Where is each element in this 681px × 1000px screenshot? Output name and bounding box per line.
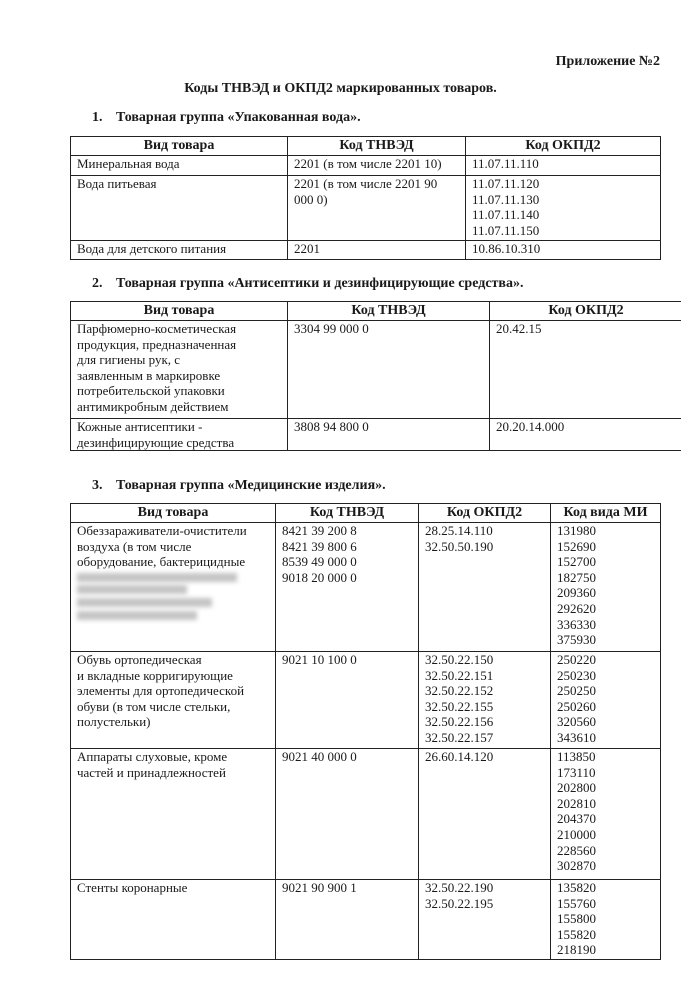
cell-line: 9021 10 100 0 <box>282 652 357 667</box>
cell-line: 2201 <box>294 241 320 256</box>
cell-line: потребительской упаковки <box>77 383 225 399</box>
table-cell <box>551 652 661 749</box>
cell-line: 343610 <box>557 729 596 745</box>
section-heading <box>92 110 361 126</box>
section-title: Товарная группа «Упакованная вода». <box>116 110 361 125</box>
cell-line: 336330 <box>557 616 596 632</box>
column-header: Код ОКПД2 <box>419 504 551 523</box>
cell-line: Вода для детского питания <box>77 241 227 256</box>
table-header-row <box>71 504 661 523</box>
cell-line: 32.50.22.195 <box>425 895 494 911</box>
cell-line: 11.07.11.120 <box>472 176 540 191</box>
cell-line: 20.42.15 <box>496 321 542 336</box>
cell-line: частей и принадлежностей <box>77 764 226 780</box>
cell-line: 32.50.22.156 <box>425 714 494 730</box>
table-cell <box>71 156 288 176</box>
section-heading <box>92 478 386 494</box>
cell-line: Аппараты слуховые, кроме <box>77 749 228 764</box>
section-title: Товарная группа «Медицинские изделия». <box>116 478 386 493</box>
cell-line: 11.07.11.150 <box>472 222 540 238</box>
cell-line: продукция, предназначенная <box>77 336 237 352</box>
cell-line: 250260 <box>557 698 596 714</box>
section-number: 1. <box>92 110 103 125</box>
column-header: Код ОКПД2 <box>490 302 681 321</box>
table-cell <box>276 880 419 960</box>
cell-line: 250230 <box>557 667 596 683</box>
cell-line: 202800 <box>557 780 596 796</box>
table-cell <box>71 419 288 451</box>
section-heading <box>92 276 523 292</box>
cell-line: Кожные антисептики - <box>77 419 203 434</box>
cell-line: 8421 39 800 6 <box>282 538 357 554</box>
table-row <box>71 523 661 652</box>
table-row <box>71 176 661 241</box>
table-cell <box>276 749 419 880</box>
cell-line: 11.07.11.130 <box>472 191 540 207</box>
table-header-row <box>71 302 681 321</box>
cell-line: 202810 <box>557 795 596 811</box>
codes-table-2 <box>70 301 681 451</box>
cell-line: 3304 99 000 0 <box>294 321 369 336</box>
cell-line: 26.60.14.120 <box>425 749 494 764</box>
table-cell <box>466 241 661 260</box>
table-cell <box>466 156 661 176</box>
cell-line: 32.50.22.150 <box>425 652 494 667</box>
cell-line: 10.86.10.310 <box>472 241 541 256</box>
cell-line: 173110 <box>557 764 596 780</box>
cell-line: 250220 <box>557 652 596 667</box>
cell-line: 8539 49 000 0 <box>282 554 357 570</box>
table-cell <box>288 419 490 451</box>
cell-line: 182750 <box>557 569 596 585</box>
cell-line: 8421 39 200 8 <box>282 523 357 538</box>
table-cell <box>71 241 288 260</box>
cell-line: 155820 <box>557 926 596 942</box>
redacted-text <box>77 598 212 607</box>
cell-line: обуви (в том числе стельки, <box>77 698 231 714</box>
column-header: Код ТНВЭД <box>288 302 490 321</box>
column-header: Код ТНВЭД <box>288 137 466 156</box>
cell-line: 228560 <box>557 842 596 858</box>
section-title: Товарная группа «Антисептики и дезинфицирующие средства». <box>116 276 524 291</box>
cell-line: 302870 <box>557 858 596 874</box>
cell-line: Обувь ортопедическая <box>77 652 202 667</box>
cell-line: 250250 <box>557 683 596 699</box>
table-cell <box>551 880 661 960</box>
cell-line: 135820 <box>557 880 596 895</box>
cell-line: 32.50.22.151 <box>425 667 494 683</box>
section-number: 2. <box>92 276 103 291</box>
cell-line: 3808 94 800 0 <box>294 419 369 434</box>
cell-line: дезинфицирующие средства <box>77 434 235 450</box>
column-header: Вид товара <box>71 302 288 321</box>
cell-line: заявленным в маркировке <box>77 367 221 383</box>
cell-line: оборудование, бактерицидные <box>77 554 246 570</box>
cell-line: 375930 <box>557 632 596 648</box>
table-row <box>71 749 661 880</box>
table-cell <box>276 652 419 749</box>
table-cell <box>466 176 661 241</box>
cell-line: 28.25.14.110 <box>425 523 493 538</box>
cell-line: Парфюмерно-косметическая <box>77 321 237 336</box>
cell-line: Вода питьевая <box>77 176 157 191</box>
table-cell <box>419 523 551 652</box>
redacted-text <box>77 585 187 594</box>
cell-line: 11.07.11.110 <box>472 156 539 171</box>
table-cell <box>490 419 681 451</box>
cell-line: 210000 <box>557 826 596 842</box>
table-cell <box>419 749 551 880</box>
cell-line: Обеззараживатели-очистители <box>77 523 247 538</box>
cell-line: воздуха (в том числе <box>77 538 192 554</box>
document-title: Коды ТНВЭД и ОКПД2 маркированных товаров. <box>184 81 497 96</box>
cell-line: для гигиены рук, с <box>77 352 181 368</box>
cell-line: 2201 (в том числе 2201 90 000 0) <box>294 176 438 207</box>
table-row <box>71 880 661 960</box>
cell-line: 320560 <box>557 714 596 730</box>
cell-line: 9021 90 900 1 <box>282 880 357 895</box>
cell-line: 152700 <box>557 554 596 570</box>
cell-line: 155800 <box>557 911 596 927</box>
table-cell <box>288 241 466 260</box>
cell-line: 155760 <box>557 895 596 911</box>
table-cell <box>71 176 288 241</box>
cell-line: 32.50.50.190 <box>425 538 494 554</box>
table-cell <box>551 523 661 652</box>
cell-line: 11.07.11.140 <box>472 207 540 223</box>
cell-line: полустельки) <box>77 714 151 730</box>
cell-line: 152690 <box>557 538 596 554</box>
cell-line: 9018 20 000 0 <box>282 569 357 585</box>
column-header: Вид товара <box>71 137 288 156</box>
table-cell <box>288 321 490 419</box>
table-cell <box>71 749 276 880</box>
cell-line: 32.50.22.190 <box>425 880 494 895</box>
table-cell <box>276 523 419 652</box>
cell-line: и вкладные корригирующие <box>77 667 233 683</box>
table-row <box>71 419 681 451</box>
redacted-text <box>77 573 237 582</box>
table-header-row <box>71 137 661 156</box>
cell-line: 218190 <box>557 942 596 958</box>
codes-table-1 <box>70 136 661 260</box>
table-cell <box>71 523 276 652</box>
codes-table-3 <box>70 503 661 960</box>
column-header: Код ТНВЭД <box>276 504 419 523</box>
table-row <box>71 156 661 176</box>
cell-line: 113850 <box>557 749 596 764</box>
table-cell <box>71 321 288 419</box>
table-cell <box>551 749 661 880</box>
cell-line: 9021 40 000 0 <box>282 749 357 764</box>
table-cell <box>490 321 681 419</box>
cell-line: 32.50.22.152 <box>425 683 494 699</box>
cell-line: Стенты коронарные <box>77 880 188 895</box>
column-header: Код вида МИ <box>551 504 661 523</box>
redacted-text <box>77 611 197 620</box>
table-cell <box>419 652 551 749</box>
cell-line: 20.20.14.000 <box>496 419 565 434</box>
cell-line: элементы для ортопедической <box>77 683 245 699</box>
cell-line: 32.50.22.155 <box>425 698 494 714</box>
column-header: Код ОКПД2 <box>466 137 661 156</box>
table-cell <box>288 176 466 241</box>
column-header: Вид товара <box>71 504 276 523</box>
table-cell <box>71 652 276 749</box>
table-row <box>71 652 661 749</box>
cell-line: 131980 <box>557 523 596 538</box>
table-cell <box>288 156 466 176</box>
cell-line: Минеральная вода <box>77 156 180 171</box>
cell-line: 2201 (в том числе 2201 10) <box>294 156 442 171</box>
appendix-label: Приложение №2 <box>555 54 660 69</box>
cell-line: антимикробным действием <box>77 398 229 414</box>
table-cell <box>71 880 276 960</box>
cell-line: 204370 <box>557 811 596 827</box>
cell-line: 209360 <box>557 585 596 601</box>
table-row <box>71 321 681 419</box>
section-number: 3. <box>92 478 103 493</box>
table-row <box>71 241 661 260</box>
cell-line: 292620 <box>557 600 596 616</box>
cell-line: 32.50.22.157 <box>425 729 494 745</box>
table-cell <box>419 880 551 960</box>
